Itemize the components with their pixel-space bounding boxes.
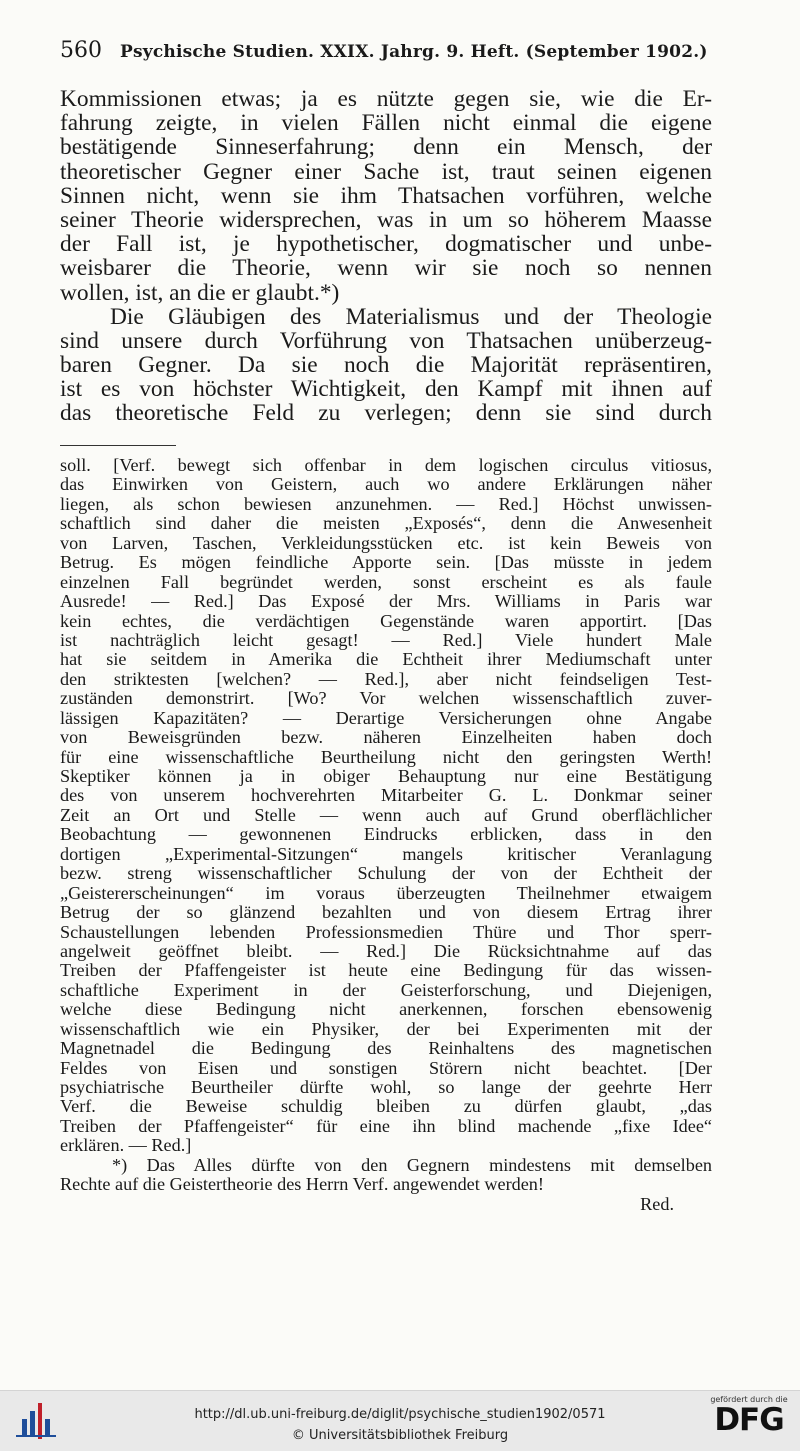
running-title: Psychische Studien. XXIX. Jahrg. 9. Heft. (September 1902.) bbox=[120, 42, 708, 62]
funder-caption: gefördert durch die bbox=[710, 1395, 788, 1404]
footnote-line: schaftlich sind daher die meisten „Exposés“, denn die Anwesenheit bbox=[60, 514, 712, 534]
footnote-line: angelweit geöffnet bleibt. — Red.] Die Rücksichtnahme auf das bbox=[60, 941, 712, 961]
footnote-line: soll. [Verf. bewegt sich offenbar in dem logischen circulus vitiosus, bbox=[60, 456, 712, 475]
editor-signature: Red. bbox=[640, 1194, 674, 1214]
text-line: Die Gläubigen des Materialismus und der Theologie bbox=[110, 304, 712, 329]
text-line: sind unsere durch Vorführung von Thatsachen unüberzeug- bbox=[60, 328, 712, 354]
footnote-line: Treiben der Pfaffengeister“ für eine ihn blind machende „fixe Idee“ bbox=[60, 1116, 712, 1136]
text-line: fahrung zeigte, in vielen Fällen nicht einmal die eigene bbox=[60, 111, 712, 136]
footnote-line: Zeit an Ort und Stelle — wenn auch auf Grund oberflächlicher bbox=[60, 805, 712, 825]
dfg-logo bbox=[706, 1395, 792, 1447]
footnote-line: von Larven, Taschen, Verkleidungsstücken etc. ist kein Beweis von bbox=[60, 533, 712, 553]
footnotes bbox=[60, 456, 712, 1214]
footnote-line: einzelnen Fall begründet werden, sonst erscheint es als faule bbox=[60, 572, 712, 592]
footnote-line: psychiatrische Beurtheiler dürfte wohl, so lange der geehrte Herr bbox=[60, 1078, 712, 1097]
footnote-line: bezw. streng wissenschaftlicher Schulung der von der Echtheit der bbox=[60, 864, 712, 884]
footnote-divider bbox=[60, 445, 176, 446]
footnote-line: erklären. — Red.] bbox=[60, 1136, 192, 1156]
text-line: ist es von höchster Wichtigkeit, den Kampf mit ihnen auf bbox=[60, 377, 712, 402]
footnote-line: zuständen demonstrirt. [Wo? Vor welchen wissenschaftlich zuver- bbox=[60, 689, 712, 709]
footnote-line: Feldes von Eisen und sonstigen Störern nicht beachtet. [Der bbox=[60, 1058, 712, 1078]
footnote-line: für eine wissenschaftliche Beurtheilung nicht den geringsten Werth! bbox=[60, 747, 712, 767]
footnote-line: ist nachträglich leicht gesagt! — Red.] Viele hundert Male bbox=[60, 630, 712, 650]
footnote-line: Rechte auf die Geistertheorie des Herrn Verf. angewendet werden! bbox=[60, 1175, 544, 1195]
footnote-line: Betrug. Es mögen feindliche Apporte sein. [Das müsste in jedem bbox=[60, 553, 712, 573]
footnote-line: das Einwirken von Geistern, auch wo andere Erklärungen näher bbox=[60, 475, 712, 495]
text-line: theoretischer Gegner einer Sache ist, traut seinen eigenen bbox=[60, 159, 712, 184]
text-line: Kommissionen etwas; ja es nützte gegen sie, wie die Er- bbox=[60, 87, 712, 112]
footnote-line: wissenschaftlich wie ein Physiker, der bei Experimenten mit der bbox=[60, 1019, 712, 1039]
footnote-line: Schaustellungen lebenden Professionsmedien Thüre und Thor sperr- bbox=[60, 922, 712, 942]
footnote-line: des von unserem hochverehrten Mitarbeiter G. L. Donkmar seiner bbox=[60, 786, 712, 806]
page-number: 560 bbox=[60, 38, 102, 63]
text-line: der Fall ist, je hypothetischer, dogmatischer und unbe- bbox=[60, 232, 712, 257]
running-header bbox=[60, 38, 712, 63]
text-line: baren Gegner. Da sie noch die Majorität repräsentiren, bbox=[60, 353, 712, 378]
footnote-line: Betrug der so glänzend bezahlten und von diesem Ertrag ihrer bbox=[60, 903, 712, 923]
footnote-line: schaftliche Experiment in der Geisterforschung, und Diejenigen, bbox=[60, 980, 712, 1000]
copyright-notice: © Universitätsbibliothek Freiburg bbox=[291, 1428, 509, 1443]
text-line: weisbarer die Theorie, wenn wir sie noch so nennen bbox=[60, 256, 712, 281]
permalink[interactable]: http://dl.ub.uni-freiburg.de/diglit/psychische_studien1902/0571 bbox=[194, 1407, 606, 1422]
footnote-line: kein echtes, die verdächtigen Gegenstände waren apportirt. [Das bbox=[60, 611, 712, 631]
footnote-line: von Beweisgründen bezw. näheren Einzelheiten haben doch bbox=[60, 728, 712, 748]
text-line: bestätigende Sinneserfahrung; denn ein Mensch, der bbox=[60, 135, 712, 160]
footnote-line: hat sie seitdem in Amerika die Echtheit ihrer Mediumschaft unter bbox=[60, 650, 712, 670]
footnote-line: Treiben der Pfaffengeister ist heute eine Bedingung für das wissen- bbox=[60, 961, 712, 981]
footnote-line: dortigen „Experimental-Sitzungen“ mangels kritischer Veranlagung bbox=[60, 844, 712, 864]
footnote-line: „Geistererscheinungen“ im voraus überzeugten Theilnehmer etwaigem bbox=[60, 883, 712, 903]
viewer-footer bbox=[0, 1390, 800, 1451]
main-text bbox=[60, 87, 712, 426]
footnote-line: Magnetnadel die Bedingung des Reinhaltens des magnetischen bbox=[60, 1039, 712, 1059]
text-line: das theoretische Feld zu verlegen; denn sie sind durch bbox=[60, 401, 712, 426]
footnote-line: lässigen Kapazitäten? — Derartige Versicherungen ohne Angabe bbox=[60, 708, 712, 728]
footnote-line: Ausrede! — Red.] Das Exposé der Mrs. Williams in Paris war bbox=[60, 592, 712, 612]
footnote-line: Skeptiker können ja in obiger Behauptung nur eine Bestätigung bbox=[60, 767, 712, 786]
text-line: seiner Theorie widersprechen, was in um so höherem Maasse bbox=[60, 207, 712, 233]
footnote-line: Verf. die Beweise schuldig bleiben zu dürfen glaubt, „das bbox=[60, 1097, 712, 1117]
text-line: Sinnen nicht, wenn sie ihm Thatsachen vorführen, welche bbox=[60, 183, 712, 208]
footnote-line: Beobachtung — gewonnenen Eindrucks erblicken, dass in den bbox=[60, 825, 712, 845]
footnote-line: *) Das Alles dürfte von den Gegnern mindestens mit demselben bbox=[112, 1155, 712, 1175]
footnote-line: liegen, als schon bewiesen anzunehmen. — Red.] Höchst unwissen- bbox=[60, 494, 712, 514]
footnote-line: welche diese Bedingung nicht anerkennen, forschen ebensowenig bbox=[60, 1000, 712, 1020]
footnote-line: den striktesten [welchen? — Red.], aber nicht feindseligen Test- bbox=[60, 669, 712, 689]
funder-logo-text: DFG bbox=[714, 1402, 784, 1438]
text-line: wollen, ist, an die er glaubt.*) bbox=[60, 280, 340, 305]
